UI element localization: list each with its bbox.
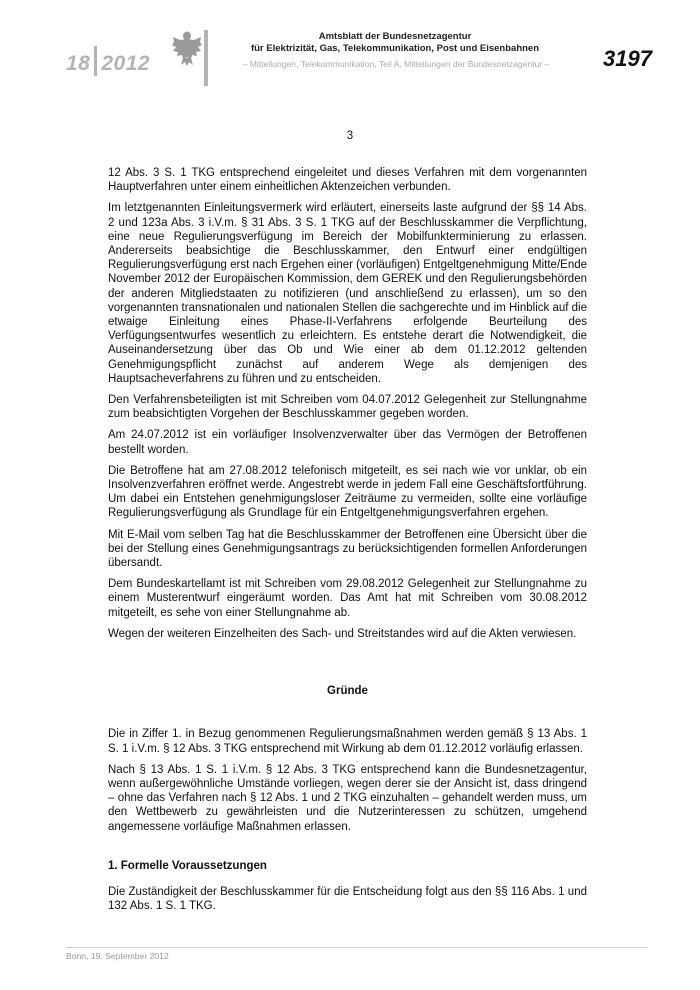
issue-label [66,46,150,76]
issue-year: 2012 [101,52,151,75]
paragraph: Nach § 13 Abs. 1 S. 1 i.V.m. § 12 Abs. 3 TKG entsprechend kann die Bundesnetzagentur, wenn außergewöhnliche Umstände vorliegen, wegen derer sie der Ansicht ist, dass dringend – ohne das Verfahren nach § 12 Abs. 1 und 2 TKG einzuhalten – gehandelt werden muss, um den Wettbewerb zu gewährleisten und die Nutzerinteressen zu schützen, umgehend angemessene vorläufige Maßnahmen erlassen. [108,763,587,833]
paragraph: 12 Abs. 3 S. 1 TKG entsprechend eingeleitet und dieses Verfahren mit dem vorgenannten Hauptverfahren unter einem einheitlichen Aktenzeichen verbunden. [108,167,587,194]
gazette-title-line1: Amtsblatt der Bundesnetzagentur [318,31,472,42]
federal-eagle-logo [171,28,203,68]
gazette-title [220,31,570,55]
header-divider [204,30,208,86]
issue-number: 18 [66,52,91,75]
paragraph: Am 24.07.2012 ist ein vorläufiger Insolvenzverwalter über das Vermögen der Betroffenen bestellt worden. [108,429,587,456]
page-number: 3197 [603,46,652,71]
section-heading-formelle: 1. Formelle Voraussetzungen [108,859,267,872]
inner-page-number: 3 [346,130,354,142]
paragraph: Dem Bundeskartellamt ist mit Schreiben vom 29.08.2012 Gelegenheit zur Stellungnahme zu einem Musterentwurf eingeräumt worden. Das Amt hat mit Schreiben vom 30.08.2012 mitgeteilt, es sehe von einer Stellungnahme ab. [108,578,587,619]
paragraph: Mit E-Mail vom selben Tag hat die Beschlusskammer der Betroffenen eine Übersicht über die bei der Stellung eines Genehmigungsantrags zu berücksichtigenden formellen Anforderungen übersandt. [108,528,587,570]
paragraph: Wegen der weiteren Einzelheiten des Sach- und Streitstandes wird auf die Akten verwiesen. [108,627,577,640]
footer-divider [66,947,648,948]
paragraph: Die in Ziffer 1. in Bezug genommenen Regulierungsmaßnahmen werden gemäß § 13 Abs. 1 S. 1 i.V.m. § 12 Abs. 3 TKG entsprechend mit Wirkung ab dem 01.12.2012 vorläufig erlassen. [108,728,587,755]
paragraph: Die Zuständigkeit der Beschlusskammer für die Entscheidung folgt aus den §§ 116 Abs. 1 und 132 Abs. 1 S. 1 TKG. [108,885,587,913]
gazette-title-line2: für Elektrizität, Gas, Telekommunikation, Post und Eisenbahnen [250,43,540,54]
document-body [108,166,587,920]
gazette-subtitle: – Mitteilungen, Telekommunikation, Teil A, Mitteilungen der Bundesnetzagentur – [242,59,550,69]
section-heading-gruende: Gründe [327,685,368,698]
footer-place-date: Bonn, 19. September 2012 [66,951,169,961]
issue-separator [94,46,97,76]
paragraph: Den Verfahrensbeteiligten ist mit Schreiben vom 04.07.2012 Gelegenheit zur Stellungnahme zum beabsichtigten Vorgehen der Beschlusskammer gegeben worden. [108,394,587,421]
paragraph: Die Betroffene hat am 27.08.2012 telefonisch mitgeteilt, es sei nach wie vor unklar, ob ein Insolvenzverfahren eröffnet werde. Angestrebt werde in jedem Fall eine Geschäftsfortführung. Um dabei ein Entstehen genehmigungsloser Zeiträume zu vermeiden, sollte eine vorläufige Regulierungsverfügung als Grundlage für ein Entgeltgenehmigungsverfahren ergehen. [108,464,587,520]
paragraph: Im letztgenannten Einleitungsvermerk wird erläutert, einerseits laste aufgrund der §§ 14 Abs. 2 und 123a Abs. 3 i.V.m. § 31 Abs. 3 S. 1 TKG auf der Beschlusskammer die Verpflichtung, eine neue Regulierungsverfügung im Bereich der Mobilfunkterminierung zu erlassen. Andererseits beabsichtige die Beschlusskammer, den Entwurf einer endgültigen Regulierungsverfügung erst nach Ergehen einer (vorläufigen) Entgeltgenehmigung Mitte/Ende November 2012 der Europäischen Kommission, dem GEREK und den Regulierungsbehörden der anderen Mitgliedstaaten zu notifizieren (und anschließend zu erlassen), um so den vorgenannten transnationalen und nationalen Stellen die sachgerechte und im Hinblick auf die etwaige Einleitung eines Phase-II-Verfahrens erfolgende Beurteilung des Verfügungsentwurfes wesentlich zu erleichtern. Es entstehe derart die Notwendigkeit, die Auseinandersetzung über das Ob und Wie einer ab dem 01.12.2012 geltenden Genehmigungspflicht zunächst auf anderem Wege als demjenigen des Hauptsacheverfahrens zu führen und zu entscheiden. [108,202,587,385]
